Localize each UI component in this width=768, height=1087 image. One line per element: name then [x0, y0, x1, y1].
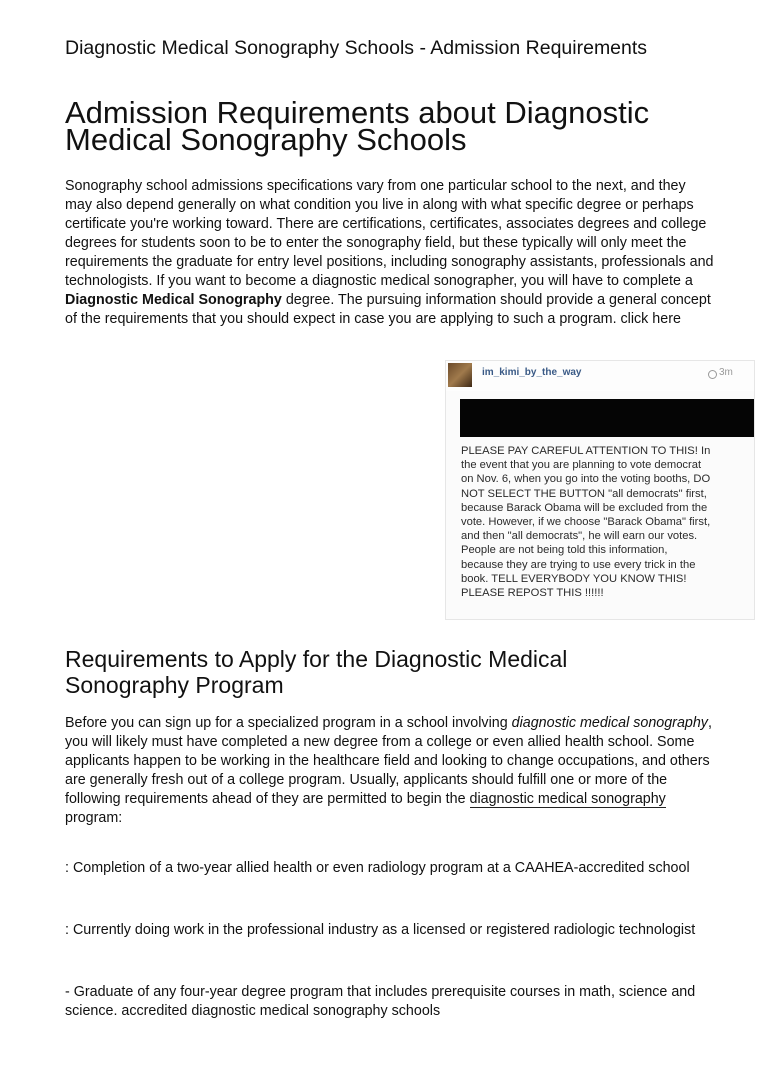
post-body: PLEASE PAY CAREFUL ATTENTION TO THIS! In the event that you are planning to vote democrat on Nov. 6, when you go into the voting booths, DO NOT SELECT THE BUTTON "all democrats" first, because Barack Obama will be excluded from the vote. However, if we choose "Barack Obama" first, and then "all democrats", he will earn our votes. People are not being told this information, because they are trying to use every trick in the book. TELL EVERYBODY YOU KNOW THIS! PLEASE REPOST THIS !!!!!! — [461, 445, 711, 600]
requirement-item: : Completion of a two-year allied health or even radiology program at a CAAHEA-accredited school — [65, 860, 690, 876]
section-paragraph — [65, 714, 715, 828]
section-text-2: , you will likely must have completed a new degree from a college or even allied health school. Some applicants happen to be working in the healthcare field and looking to change occupations, and others are generally fresh out of a college program. Usually, applicants should fulfill one or more of the following requirements ahead of they are permitted to begin the — [65, 715, 712, 807]
avatar — [448, 363, 472, 387]
document-title: Diagnostic Medical Sonography Schools - Admission Requirements — [65, 37, 648, 59]
intro-text-before: Sonography school admissions specifications vary from one particular school to the next, and they may also depend generally on what condition you live in along with what specific degree or perhaps certificate you're working toward. There are certifications, certificates, associates degrees and college degrees for students soon to be to enter the sonography field, but these typically will only meet the requirements the graduate for entry level positions, including sonography assistants, professionals and technologists. If you want to become a diagnostic medical sonographer, you will have to complete a — [65, 178, 714, 289]
redaction-bar — [460, 399, 754, 437]
requirement-item: : Currently doing work in the professional industry as a licensed or registered radiologic technologist — [65, 922, 696, 938]
section-italic-term: diagnostic medical sonography — [511, 715, 708, 731]
sonography-link[interactable]: diagnostic medical sonography — [469, 791, 666, 807]
section-text-1: Before you can sign up for a specialized program in a school involving — [65, 715, 512, 731]
post-username: im_kimi_by_the_way — [482, 367, 582, 378]
intro-text-after: degree. The pursuing information should provide a general concept of the requirements that you should expect in case you are applying to such a program. click here — [65, 292, 711, 327]
section-text-3: program: — [65, 810, 123, 826]
intro-bold-term: Diagnostic Medical Sonography — [65, 292, 282, 308]
post-time: 3m — [719, 367, 733, 378]
section-heading: Requirements to Apply for the Diagnostic Medical Sonography Program — [65, 646, 568, 698]
clock-icon — [708, 370, 717, 379]
requirement-item: - Graduate of any four-year degree program that includes prerequisite courses in math, science and science. accredited diagnostic medical sonography schools — [65, 984, 696, 1019]
post-header — [446, 361, 754, 391]
main-heading: Admission Requirements about Diagnostic Medical Sonography Schools — [65, 95, 650, 157]
embedded-social-post-image — [445, 360, 755, 620]
document-page — [65, 37, 733, 1019]
intro-paragraph — [65, 177, 715, 329]
